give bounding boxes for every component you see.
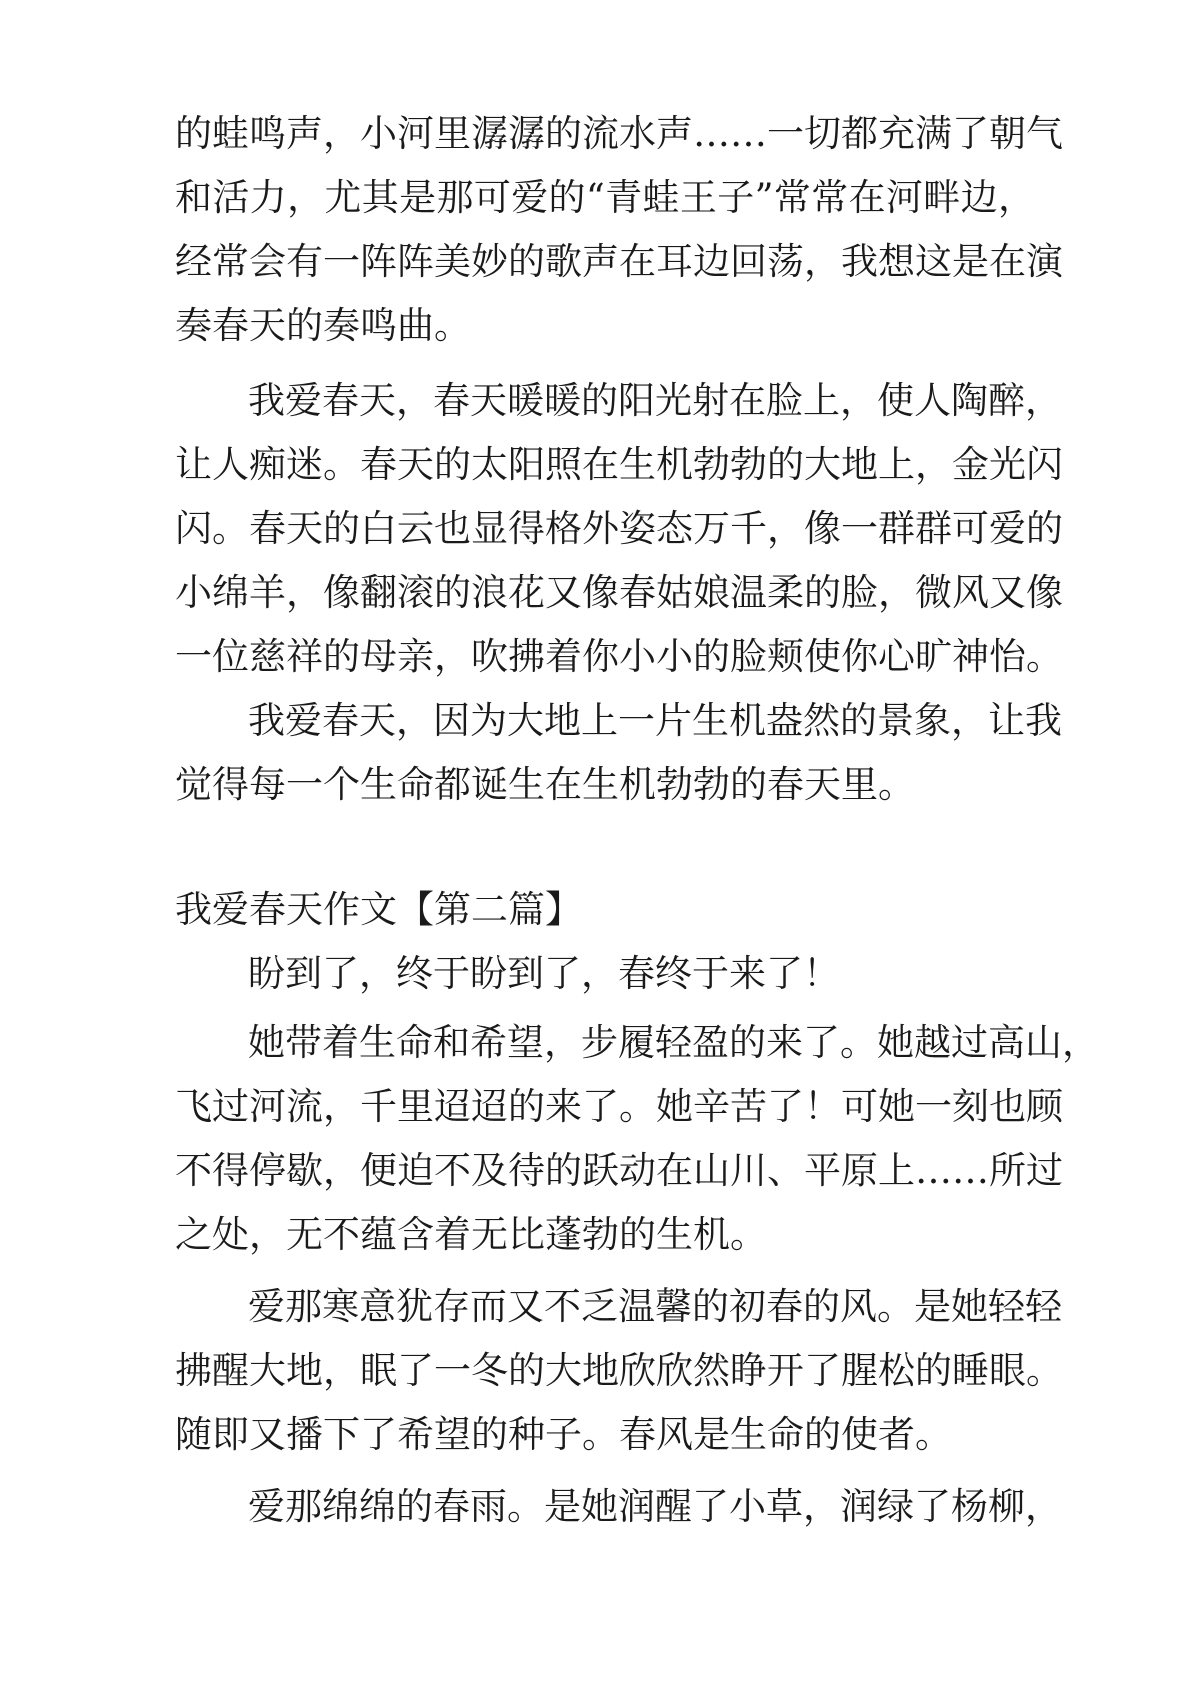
- section-heading: 我爱春天作文【第二篇】: [175, 888, 582, 931]
- text-line: 的蛙鸣声，小河里潺潺的流水声……一切都充满了朝气: [175, 112, 1063, 155]
- text-line: 奏春天的奏鸣曲。: [175, 304, 471, 347]
- paragraph-first-line: 我爱春天，春天暖暖的阳光射在脸上，使人陶醉，: [248, 379, 1062, 422]
- paragraph-first-line: 爱那寒意犹存而又不乏温馨的初春的风。是她轻轻: [248, 1285, 1062, 1328]
- text-line: 闪。春天的白云也显得格外姿态万千，像一群群可爱的: [175, 507, 1063, 550]
- text-line: 经常会有一阵阵美妙的歌声在耳边回荡，我想这是在演: [175, 240, 1063, 283]
- text-line: 随即又播下了希望的种子。春风是生命的使者。: [175, 1413, 952, 1456]
- text-line: 让人痴迷。春天的太阳照在生机勃勃的大地上，金光闪: [175, 443, 1063, 486]
- text-line: 觉得每一个生命都诞生在生机勃勃的春天里。: [175, 763, 915, 806]
- paragraph-first-line: 盼到了，终于盼到了，春终于来了！: [248, 952, 840, 995]
- text-line: 拂醒大地，眠了一冬的大地欣欣然睁开了腥松的睡眼。: [175, 1349, 1063, 1392]
- text-line: 一位慈祥的母亲，吹拂着你小小的脸颊使你心旷神怡。: [175, 635, 1063, 678]
- paragraph-first-line: 爱那绵绵的春雨。是她润醒了小草，润绿了杨柳，: [248, 1485, 1062, 1528]
- text-line: 飞过河流，千里迢迢的来了。她辛苦了！可她一刻也顾: [175, 1085, 1063, 1128]
- paragraph-first-line: 我爱春天，因为大地上一片生机盎然的景象，让我: [248, 699, 1062, 742]
- text-line: 不得停歇，便迫不及待的跃动在山川、平原上……所过: [175, 1149, 1063, 1192]
- text-line: 之处，无不蕴含着无比蓬勃的生机。: [175, 1213, 767, 1256]
- text-line: 小绵羊，像翻滚的浪花又像春姑娘温柔的脸，微风又像: [175, 571, 1063, 614]
- paragraph-first-line: 她带着生命和希望，步履轻盈的来了。她越过高山，: [248, 1021, 1099, 1064]
- text-line: 和活力，尤其是那可爱的“青蛙王子”常常在河畔边，: [175, 176, 1035, 219]
